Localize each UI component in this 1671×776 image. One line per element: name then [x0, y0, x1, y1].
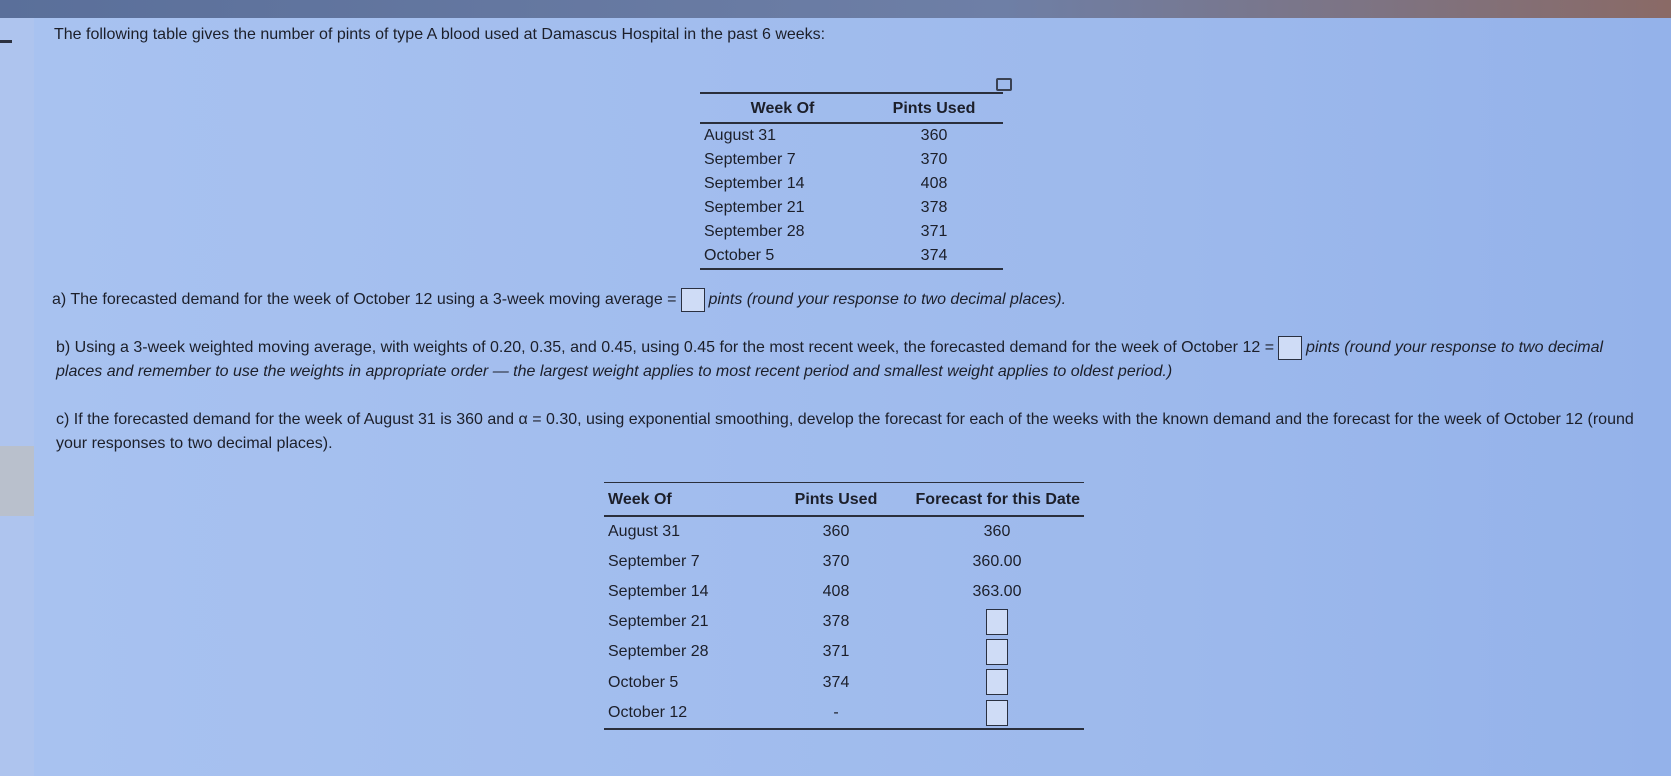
forecast-cell	[910, 637, 1084, 667]
question-a	[52, 288, 1066, 312]
table-row	[604, 516, 1084, 547]
pints-cell: 360	[822, 523, 850, 540]
week-cell: September 7	[608, 553, 700, 570]
table-row	[604, 667, 1084, 697]
forecast-input-sep21[interactable]	[986, 609, 1008, 635]
exponential-smoothing-table	[604, 482, 1084, 730]
header-pints-used: Pints Used	[762, 483, 910, 517]
left-strip	[0, 18, 34, 776]
pints-cell: 370	[822, 553, 850, 570]
week-cell: October 5	[704, 247, 775, 264]
week-cell: September 21	[608, 613, 709, 631]
pints-cell: 370	[920, 151, 948, 168]
forecast-input-oct12[interactable]	[986, 700, 1008, 726]
question-b-prefix: b) Using a 3-week weighted moving average, with weights of 0.20, 0.35, and 0.45, using 0.45 for the most recent week, the forecasted demand for the week of October 12 =	[56, 339, 1275, 357]
week-cell: September 28	[608, 643, 709, 661]
left-marker	[0, 40, 12, 43]
blood-usage-table	[700, 92, 1003, 270]
forecast-cell: 360.00	[972, 553, 1022, 570]
left-gray-block	[0, 446, 34, 516]
forecast-cell: 360	[983, 523, 1011, 540]
forecast-cell	[910, 607, 1084, 637]
pints-cell: 371	[822, 643, 850, 661]
pints-cell: 360	[920, 127, 948, 144]
week-cell: September 21	[704, 199, 805, 216]
header-week-of: Week Of	[604, 483, 762, 517]
table-row	[700, 244, 1003, 269]
top-bar	[0, 0, 1671, 18]
question-c: c) If the forecasted demand for the week of August 31 is 360 and α = 0.30, using exponential smoothing, develop the forecast for each of the weeks with the known demand and the forecast for the week of October 12 (round your responses to two decimal places).	[56, 411, 1634, 452]
forecast-input-sep28[interactable]	[986, 639, 1008, 665]
table-row	[604, 547, 1084, 577]
moving-average-answer-input[interactable]	[681, 288, 705, 312]
table-row	[604, 607, 1084, 637]
week-cell: September 28	[704, 223, 805, 240]
forecast-cell	[910, 698, 1084, 729]
forecast-input-oct5[interactable]	[986, 669, 1008, 695]
table-row	[700, 123, 1003, 148]
pints-cell: 378	[822, 613, 850, 631]
pints-cell: 408	[822, 583, 850, 600]
header-pints-used: Pints Used	[865, 93, 1003, 123]
pints-cell: 371	[920, 223, 948, 240]
weighted-average-answer-input[interactable]	[1278, 336, 1302, 360]
table-row	[604, 637, 1084, 667]
question-b	[56, 336, 1636, 384]
question-a-suffix: pints (round your response to two decimal places).	[708, 291, 1067, 309]
table-row	[700, 172, 1003, 196]
week-cell: September 7	[704, 151, 796, 168]
week-cell: September 14	[704, 175, 805, 192]
table-row	[604, 698, 1084, 729]
table-row	[700, 196, 1003, 220]
week-cell: August 31	[608, 523, 681, 540]
header-forecast: Forecast for this Date	[910, 483, 1084, 517]
week-cell: August 31	[704, 127, 777, 144]
copy-icon[interactable]	[996, 78, 1012, 91]
pints-cell: 374	[920, 247, 948, 264]
table-row	[604, 577, 1084, 607]
week-cell: September 14	[608, 583, 709, 600]
question-b-suffix: pints (round your response to two decimal places and remember to use the weights in appropriate order — the largest weight applies to most recent period and smallest weight applies to oldest period.)	[56, 339, 1604, 381]
pints-cell: 378	[920, 199, 948, 216]
pints-cell: -	[833, 703, 839, 721]
forecast-cell: 363.00	[972, 583, 1022, 600]
week-cell: October 12	[608, 703, 688, 721]
table-row	[700, 148, 1003, 172]
question-a-prefix: a) The forecasted demand for the week of October 12 using a 3-week moving average =	[52, 291, 677, 309]
table-row	[700, 220, 1003, 244]
intro-text: The following table gives the number of pints of type A blood used at Damascus Hospital in the past 6 weeks:	[54, 26, 826, 43]
pints-cell: 408	[920, 175, 948, 192]
header-week-of: Week Of	[700, 93, 865, 123]
week-cell: October 5	[608, 673, 679, 691]
forecast-cell	[910, 667, 1084, 697]
pints-cell: 374	[822, 673, 850, 691]
